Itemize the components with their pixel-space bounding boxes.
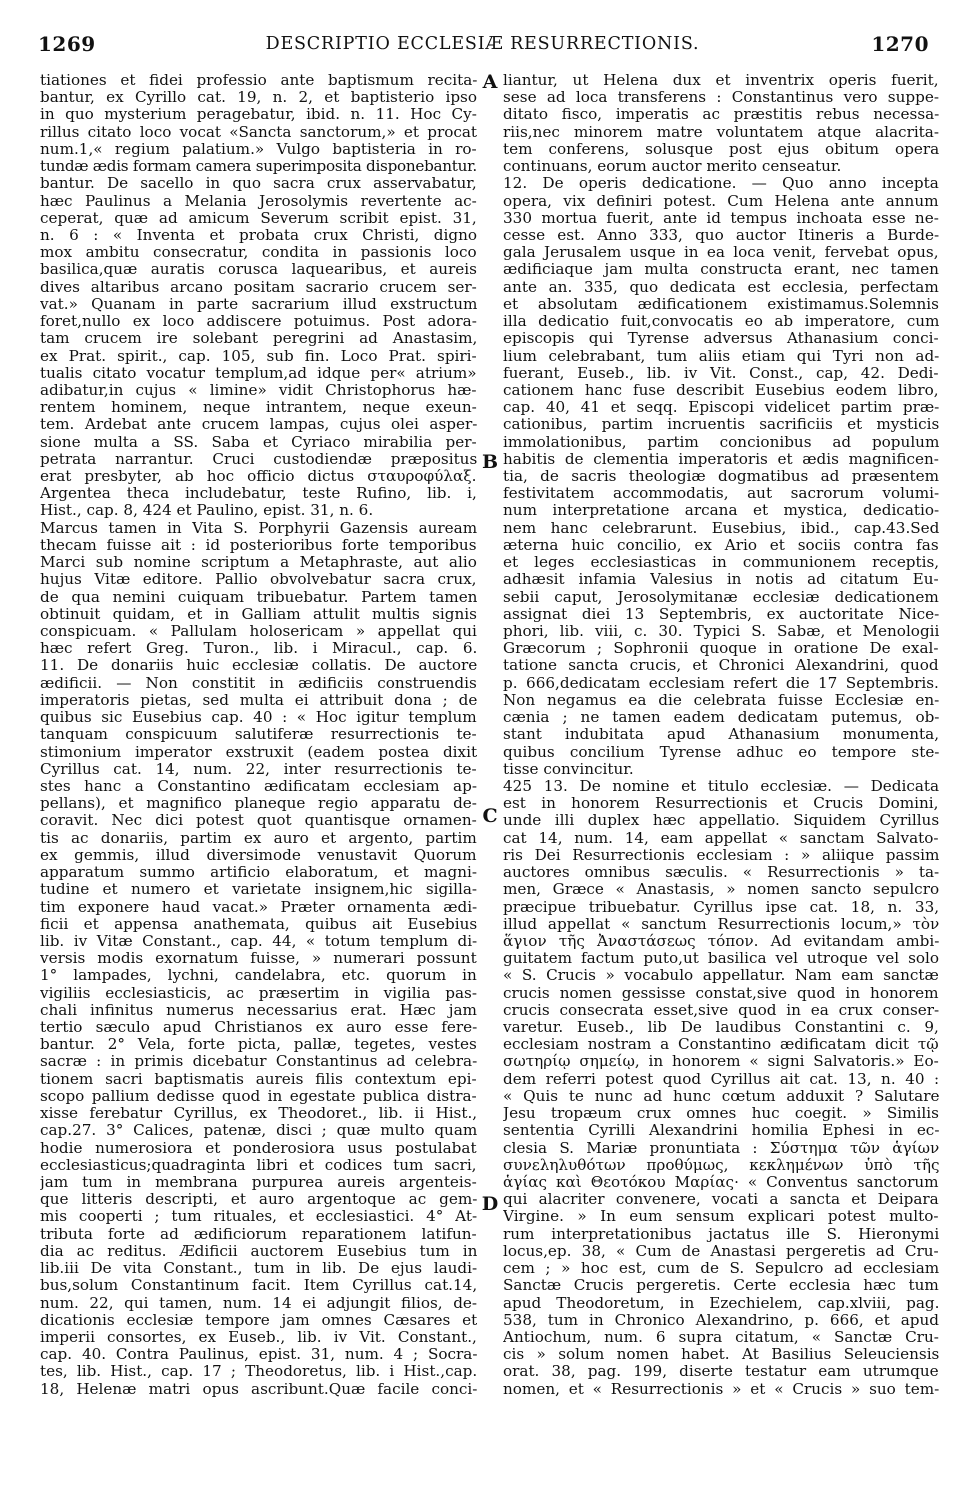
margin-letter-a: A: [482, 71, 498, 93]
left-column: [40, 72, 477, 1398]
text-line: tam crucem ire solebant peregrini ad Anastasim,: [40, 330, 477, 348]
text-line: cap.27. 3° Calices, patenæ, disci ; quæ multo quam: [40, 1122, 477, 1140]
text-line: ædificiaque jam multa constructa erant, nec tamen: [503, 261, 939, 279]
text-line: vigiliis ecclesiasticis, ac præsertim in vigilia pas-: [40, 984, 477, 1002]
text-line: num interpretatione arcana et mystica, dedicatio-: [503, 502, 939, 520]
text-line: tualis citato vocatur templum,ad idque per« atrium»: [40, 364, 477, 382]
text-line: ris Dei Resurrectionis ecclesiam : » aliique passim: [503, 846, 939, 864]
text-line: tudine et numero et varietate insignem,hic sigilla-: [40, 881, 477, 899]
text-line: tiationes et fidei professio ante baptismum recita-: [40, 72, 477, 89]
text-line: sacræ : in primis dicebatur Constantinus ad celebra-: [40, 1053, 477, 1071]
text-line: num.1,« regium palatium.» Vulgo baptisteria in ro-: [40, 140, 477, 158]
text-line: opera, vix definiri potest. Cum Helena ante annum: [503, 192, 939, 210]
text-line: Non negamus ea die celebrata fuisse Ecclesiæ en-: [503, 691, 939, 709]
text-line: sententia Cyrilli Alexandrini homilia Ephesi in ec-: [503, 1122, 939, 1140]
text-line: lib.iii De vita Constant., tum in lib. De ejus laudi-: [40, 1260, 477, 1278]
text-line: locus,ep. 38, « Cum de Anastasi pergeretis ad Cru-: [503, 1242, 939, 1260]
text-line: sione multa a SS. Saba et Cyriaco mirabilia per-: [40, 433, 477, 451]
text-line: basilica,quæ auratis corusca laquearibus, et aureis: [40, 261, 477, 279]
text-line: tisse convincitur.: [503, 760, 634, 778]
text-line: 11. De donariis huic ecclesiæ collatis. De auctore: [40, 657, 477, 675]
text-line: chali infinitus numerus necessarius erat. Hæc jam: [40, 1001, 477, 1019]
text-line: ædificii. — Non constitit in ædificiis construendis: [40, 674, 477, 692]
text-line: ficii et appensa anathemata, quibus ait Eusebius: [40, 915, 477, 933]
text-line: συνεληλυθότων προθύμως, κεκλημένων ὑπὸ τῆς: [503, 1156, 939, 1174]
right-column: [503, 72, 939, 1398]
text-line: assignat diei 13 Septembris, ex auctoritate Nice-: [503, 605, 939, 623]
text-line: continuans, eorum auctor merito censeatur.: [503, 158, 842, 176]
text-line: tatione sancta crucis, et Chronici Alexandrini, quod: [503, 657, 939, 675]
text-line: bus,solum Constantinum facit. Item Cyrillus cat.14,: [40, 1277, 477, 1295]
text-line: cænia ; ne tamen eadem dedicatam putemus, ob-: [503, 709, 939, 727]
text-line: foret,nullo ex loco addiscere potuimus. Post adora-: [40, 313, 477, 331]
margin-letter-d: D: [481, 1193, 499, 1215]
text-line: lium celebrabant, tum aliis etiam qui Tyri non ad-: [503, 347, 939, 365]
text-line: xisse ferebatur Cyrillus, ex Theodoret., lib. ii Hist.,: [40, 1105, 477, 1123]
text-line: adibatur,in cujus « limine» vidit Christophorus hæ-: [40, 381, 477, 399]
text-line: crucis consecrata esset,sive quod in ea crux conser-: [503, 1001, 939, 1019]
text-line: cesse est. Anno 333, quo auctor Itineris a Burde-: [503, 226, 939, 244]
text-line: orat. 38, pag. 199, diserte testatur eam utrumque: [503, 1363, 939, 1381]
text-line: men, Græce « Anastasis, » nomen sancto sepulcro: [503, 881, 939, 899]
text-line: tem. Ardebat ante crucem lampas, cujus olei asper-: [40, 416, 477, 434]
text-line: imperatoris pietas, sed multa ei attribuit dona ; de: [40, 691, 477, 709]
text-line: sebii caput, Jerosolymitanæ ecclesiæ dedicationem: [503, 588, 939, 606]
text-line: tionem sacri baptismatis aureis filis contextum epi-: [40, 1070, 477, 1088]
text-line: ἁγίας καὶ Θεοτόκου Μαρίας· « Conventus sanctorum: [503, 1174, 939, 1191]
text-line: hodie numerosiora et ponderosiora usus postulabat: [40, 1139, 477, 1157]
text-line: quibus concilium Tyrense adhuc eo tempore ste-: [503, 743, 939, 761]
text-line: Marci sub nomine scriptum a Metaphraste, aut alio: [40, 554, 477, 572]
text-line: clesia S. Mariæ pronuntiata : Σύστημα τῶν ἁγίων: [503, 1139, 939, 1157]
text-line: ceperat, quæ ad amicum Severum scribit epist. 31,: [40, 209, 477, 227]
text-line: tis ac donariis, partim ex auro et argento, partim: [40, 829, 477, 847]
text-line: 330 mortua fuerit, ante id tempus inchoata esse ne-: [503, 209, 939, 227]
text-line: stes hanc a Constantino ædificatam ecclesiam ap-: [40, 777, 477, 795]
text-line: « S. Crucis » vocabulo appellatur. Nam eam sanctæ: [503, 967, 939, 985]
text-line: tundæ ædis formam camera superimposita disponebantur.: [40, 158, 477, 176]
text-line: tributa forte ad ædificiorum reparationem latifun-: [40, 1225, 477, 1243]
text-line: sese ad loca transferens : Constantinus vero suppe-: [503, 89, 939, 107]
text-line: obtinuit quidam, et in Galliam attulit multis signis: [40, 605, 477, 623]
text-line: Sanctæ Crucis pergeretis. Certe ecclesia hæc tum: [503, 1277, 939, 1295]
text-line: Argentea theca includebatur, teste Rufino, lib. i,: [40, 485, 477, 503]
text-line: σωτηρίῳ σημείῳ, in honorem « signi Salvatoris.» Eo-: [503, 1053, 939, 1071]
text-line: mis cooperti ; tum rituales, et ecclesiastici. 4° At-: [40, 1208, 477, 1226]
text-line: n. 6 : « Inventa et probata crux Christi, digno: [40, 226, 477, 244]
text-line: ex gemmis, illud diversimode venustavit Quorum: [40, 846, 477, 864]
text-line: tem conferens, solusque post ejus obitum opera: [503, 140, 939, 158]
page-header: [0, 0, 965, 58]
text-line: illud appellat « sanctum Resurrectionis locum,» τὸν: [503, 915, 939, 933]
text-line: tim exponere haud vacat.» Præter ornamenta ædi-: [40, 898, 477, 916]
text-line: ante an. 335, quo dedicata est ecclesia, perfectam: [503, 278, 939, 296]
text-line: ecclesiam nostram a Constantino ædificatam dicit τῷ: [503, 1036, 939, 1054]
text-line: cap. 40. Contra Paulinus, epist. 31, num. 4 ; Socra-: [40, 1346, 477, 1364]
text-line: num. 22, qui tamen, num. 14 ei adjungit filios, de-: [40, 1294, 477, 1312]
text-line: guitatem factum puto,ut basilica vel utroque vel solo: [503, 950, 939, 968]
text-line: dia ac reditus. Ædificii auctorem Eusebius tum in: [40, 1242, 477, 1260]
text-line: dives altaribus arcano positam sacrario crucem ser-: [40, 278, 477, 296]
text-line: riis,nec minorem matre voluntatem atque alacrita-: [503, 123, 939, 141]
text-line: 538, tum in Chronico Alexandrino, p. 666, et apud: [503, 1311, 939, 1329]
text-line: hujus Vitæ editore. Pallio obvolvebatur sacra crux,: [40, 571, 477, 589]
text-line: versis modis exornatum fuisse, » numerari possunt: [40, 950, 477, 968]
text-line: Jesu tropæum crux omnes huc coegit. » Similis: [503, 1105, 939, 1123]
text-line: fuerant, Euseb., lib. iv Vit. Const., cap, 42. Dedi-: [503, 364, 939, 382]
text-line: tanquam conspicuum salutiferæ resurrectionis te-: [40, 726, 477, 744]
text-line: de qua nemini cuiquam tribuebatur. Partem tamen: [40, 588, 477, 606]
text-line: et leges ecclesiasticas in communionem receptis,: [503, 554, 939, 572]
text-line: episcopis qui Tyrense adversus Athanasium conci-: [503, 330, 939, 348]
page-number-right: 1270: [871, 32, 929, 56]
text-line: cap. 40, 41 et seqq. Episcopi videlicet partim præ-: [503, 399, 939, 417]
text-line: tia, de sacris theologiæ dogmatibus ad præsentem: [503, 468, 939, 486]
text-line: p. 666,dedicatam ecclesiam refert die 17 Septembris.: [503, 674, 939, 692]
text-line: phori, lib. viii, c. 30. Typici S. Sabæ, et Menologii: [503, 623, 939, 640]
text-line: bantur. De sacello in quo sacra crux asservabatur,: [40, 175, 477, 193]
text-line: coravit. Nec dici potest quot quantisque ornamen-: [40, 812, 477, 830]
text-line: qui alacriter convenere, vocati a sancta et Deipara: [503, 1191, 939, 1209]
text-line: æterna huic concilio, ex Ario et sociis contra fas: [503, 536, 939, 554]
text-line: 1° lampades, lychni, candelabra, etc. quorum in: [40, 967, 477, 985]
text-line: tes, lib. Hist., cap. 17 ; Theodoretus, lib. i Hist.,cap.: [40, 1363, 477, 1381]
text-line: cem ; » hoc est, cum de S. Sepulcro ad ecclesiam: [503, 1260, 939, 1278]
margin-letter-c: C: [482, 805, 498, 827]
text-line: ἅγιον τῆς Ἀναστάσεως τόπον. Ad evitandam ambi-: [503, 932, 939, 950]
text-line: rillus citato loco vocat «Sancta sanctorum,» et procat: [40, 123, 477, 141]
running-title: DESCRIPTIO ECCLESIÆ RESURRECTIONIS.: [265, 34, 700, 54]
text-line: gala Jerusalem usque in ea loca venit, fervebat opus,: [503, 244, 939, 262]
page-number-left: 1269: [38, 32, 96, 56]
text-line: vat.» Quanam in parte sacrarium illud exstructum: [40, 295, 477, 313]
text-line: scopo pallium dedisse quod in egestate publica distra-: [40, 1087, 477, 1105]
text-line: Cyrillus cat. 14, num. 22, inter resurrectionis te-: [40, 760, 477, 778]
text-line: rentem hominem, neque intrantem, neque exeun-: [40, 399, 477, 417]
text-line: imperii consortes, ex Euseb., lib. iv Vit. Constant.,: [40, 1328, 477, 1346]
text-line: dem referri potest quod Cyrillus ait cat. 13, n. 40 :: [503, 1070, 939, 1088]
text-line: varetur. Euseb., lib De laudibus Constantini c. 9,: [503, 1019, 939, 1037]
text-line: festivitatem accommodatis, aut sacrorum volumi-: [503, 485, 939, 503]
text-line: mox ambitu consecratur, condita in passionis loco: [40, 244, 477, 262]
text-line: hæc refert Greg. Turon., lib. i Miracul., cap. 6.: [40, 640, 477, 658]
text-line: nomen, et « Resurrectionis » et « Crucis » suo tem-: [503, 1380, 939, 1398]
text-line: pellans), et magnifico planeque regio apparatu de-: [40, 795, 477, 813]
text-line: cis » solum nomen habet. At Basilius Seleuciensis: [503, 1346, 939, 1364]
text-line: liantur, ut Helena dux et inventrix operis fuerit,: [503, 72, 939, 89]
text-line: ecclesiasticus;quadraginta libri et codices tum sacri,: [40, 1156, 477, 1174]
text-line: petrata narrantur. Cruci custodiendæ præpositus: [40, 450, 477, 468]
text-line: dicationis ecclesiæ tempore jam omnes Cæsares et: [40, 1311, 477, 1329]
text-line: Græcorum ; Sophronii quoque in oratione De exal-: [503, 640, 939, 658]
text-line: nem hanc celebrarunt. Eusebius, ibid., cap.43.Sed: [503, 519, 939, 537]
text-line: crucis nomen gessisse constat,sive quod in honorem: [503, 984, 939, 1002]
text-line: et absolutam ædificationem existimamus.Solemnis: [503, 295, 939, 313]
text-line: stimonium imperator exstruxit (eadem postea dixit: [40, 743, 477, 761]
text-line: thecam fuisse ait : id posterioribus forte temporibus: [40, 536, 477, 554]
text-line: lib. iv Vitæ Constant., cap. 44, « totum templum di-: [40, 932, 477, 950]
text-line: est in honorem Resurrectionis et Crucis Domini,: [503, 795, 939, 813]
text-line: unde illi duplex hæc appellatio. Siquidem Cyrillus: [503, 812, 939, 830]
text-line: adhæsit infamia Valesius in notis ad citatum Eu-: [503, 571, 939, 589]
text-line: cat 14, num. 14, eam appellat « sanctam Salvato-: [503, 829, 939, 847]
text-line: ditato fisco, imperatis ac præstitis rebus necessa-: [503, 106, 939, 124]
text-line: Marcus tamen in Vita S. Porphyrii Gazensis auream: [40, 519, 477, 537]
text-line: 18, Helenæ matri opus ascribunt.Quæ facile conci-: [40, 1380, 477, 1398]
text-line: habitis de clementia imperatoris et ædis magnificen-: [503, 450, 939, 468]
text-line: que litteris descripti, et auro argentoque ac gem-: [40, 1191, 477, 1209]
text-line: cationem hanc fuse describit Eusebius eodem libro,: [503, 381, 939, 399]
text-line: 12. De operis dedicatione. — Quo anno incepta: [503, 175, 939, 193]
text-line: bantur. 2° Vela, forte picta, pallæ, tegetes, vestes: [40, 1036, 477, 1054]
text-line: hæc Paulinus a Melania Jerosolymis revertente ac-: [40, 192, 477, 210]
text-line: stant indubitata apud Athanasium monumenta,: [503, 726, 939, 744]
text-line: quibus sic Eusebius cap. 40 : « Hoc igitur templum: [40, 709, 477, 727]
text-line: in quo mysterium peragebatur, ibid. n. 11. Hoc Cy-: [40, 106, 477, 124]
text-line: præcipue tribuebatur. Cyrillus ipse cat. 18, n. 33,: [503, 898, 939, 916]
text-line: apparatum summo artificio elaboratum, et magni-: [40, 864, 477, 882]
text-line: illa dedicatio fuit,convocatis eo ab imperatore, cum: [503, 313, 939, 331]
text-line: bantur, ex Cyrillo cat. 19, n. 2, et baptisterio ipso: [40, 89, 477, 107]
text-line: erat presbyter, ab hoc officio dictus σταυροφύλαξ.: [40, 468, 477, 486]
text-line: auctores omnibus sæculis. « Resurrectionis » ta-: [503, 864, 939, 882]
text-line: conspicuam. « Pallulam holosericam » appellat qui: [40, 623, 477, 640]
text-line: immolationibus, partim concionibus ad populum: [503, 433, 939, 451]
text-line: tertio sæculo apud Christianos ex auro esse fere-: [40, 1019, 477, 1037]
text-line: Hist., cap. 8, 424 et Paulino, epist. 31, n. 6.: [40, 502, 374, 520]
text-line: Virgine. » In eum sensum explicari potest multo-: [503, 1208, 939, 1226]
margin-letter-b: B: [481, 451, 499, 473]
text-line: apud Theodoretum, in Ezechielem, cap.xlviii, pag.: [503, 1294, 939, 1312]
text-line: « Quis te nunc ad hunc cœtum adduxit ? Salutare: [503, 1087, 939, 1105]
text-line: rum interpretationibus jactatus ille S. Hieronymi: [503, 1225, 939, 1243]
text-line: cationibus, partim incruentis sacrificiis et mysticis: [503, 416, 939, 434]
text-line: 425 13. De nomine et titulo ecclesiæ. — Dedicata: [503, 777, 939, 795]
text-line: jam tum in membrana purpurea aureis argenteis-: [40, 1174, 477, 1191]
text-line: Antiochum, num. 6 supra citatum, « Sanctæ Cru-: [503, 1328, 939, 1346]
text-line: ex Prat. spirit., cap. 105, sub fin. Loco Prat. spiri-: [40, 347, 477, 365]
